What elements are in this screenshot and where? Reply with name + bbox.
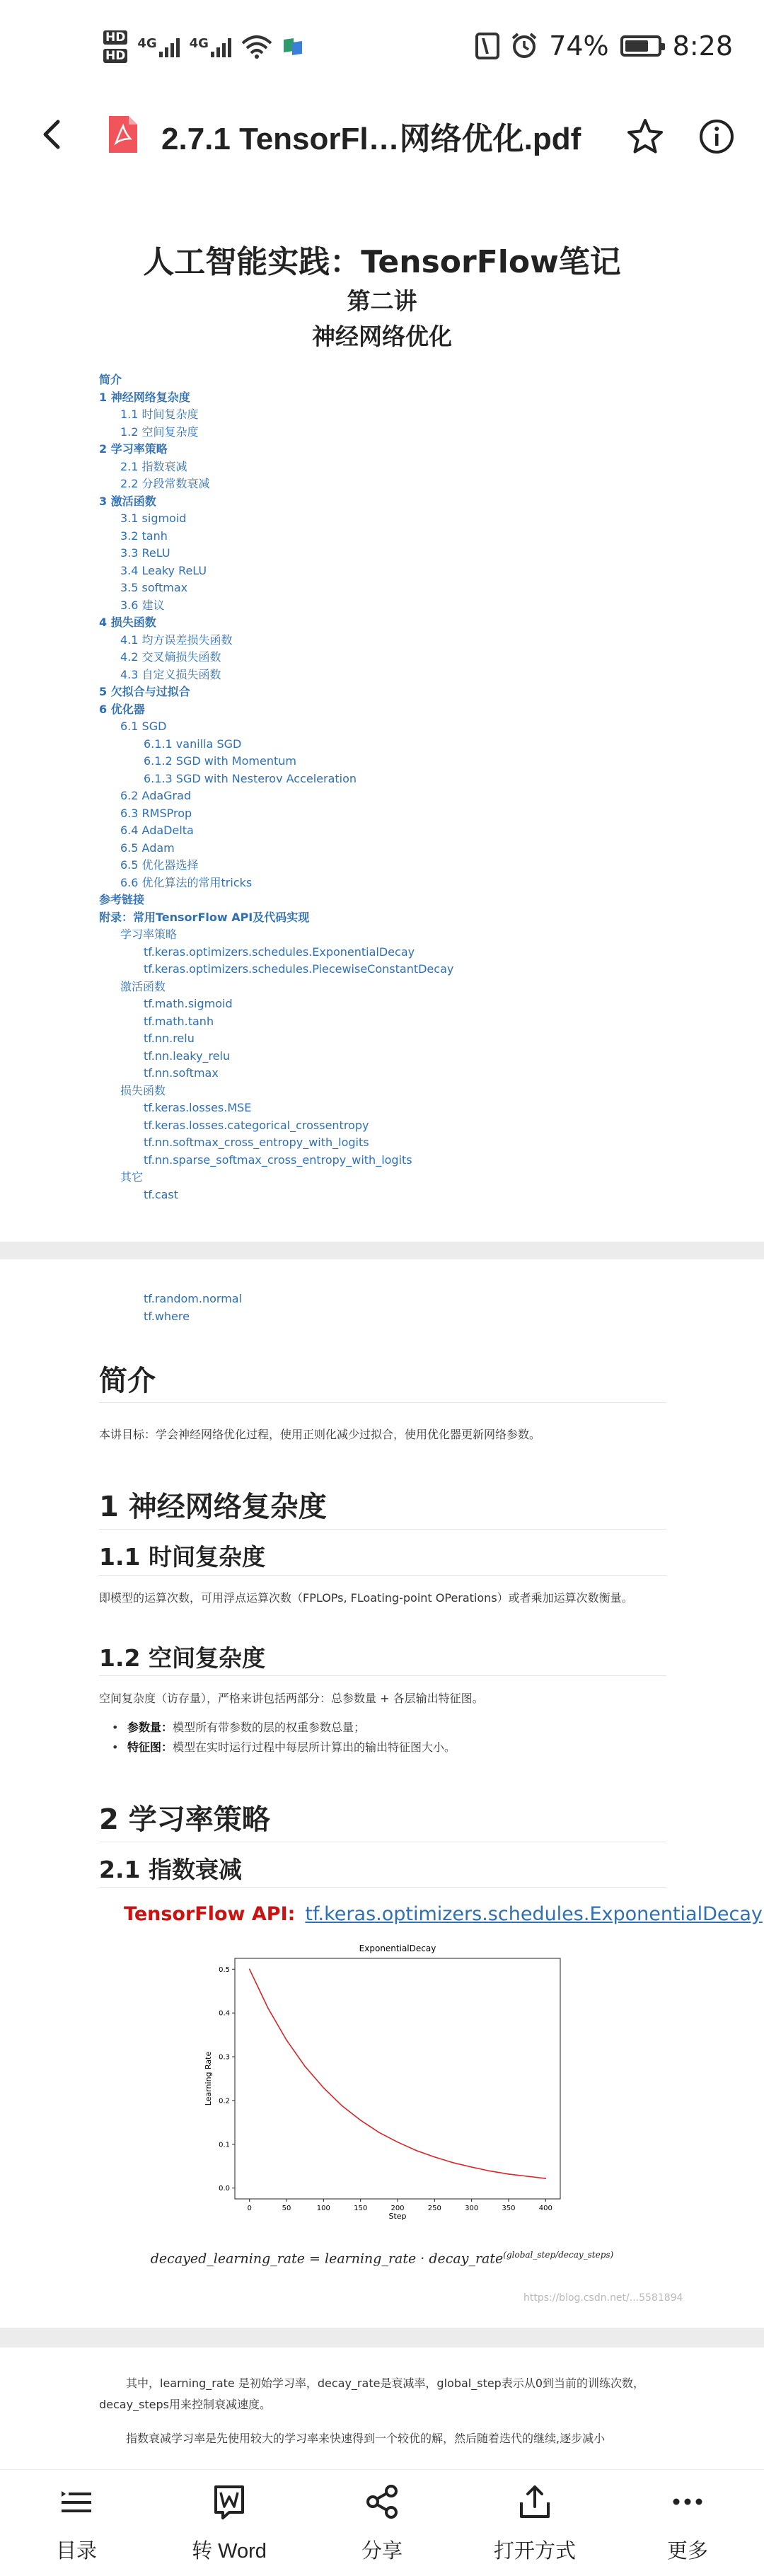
data-point [323,2087,325,2089]
section-1-1-text: 即模型的运算次数，可用浮点运算次数（FPLOPs, FLoating-point OPerations）或者乘加运算次数衡量。 [99,1591,633,1605]
data-point [397,2142,398,2143]
paragraph: 指数衰减学习率是先使用较大的学习率来快速得到一个较优的解，然后随着迭代的继续,逐步减小 [126,2432,606,2445]
x-tick-label: 250 [427,2205,441,2212]
section-1-2-text: 空间复杂度（访存量），严格来讲包括两部分：总参数量 + 各层输出特征图。 [99,1692,484,1705]
list-item [127,1718,456,1738]
toc-link[interactable]: 4 损失函数 [99,616,156,629]
x-tick-label: 200 [390,2205,405,2212]
x-tick-label: 100 [316,2205,330,2212]
toc-link[interactable]: 2.1 指数衰减 [120,459,187,473]
more-dots-icon [668,2483,707,2521]
chart-title: ExponentialDecay [359,1943,436,1953]
hd-indicators [103,30,127,63]
back-arrow-icon[interactable] [37,117,71,151]
signal-bars-icon [159,36,180,57]
convert-word-label: 转 Word [192,2540,267,2563]
app-notification-icon [282,37,303,57]
data-point [415,2150,417,2152]
y-axis-label: Learning Rate [204,2051,213,2106]
toc-link[interactable]: 6.5 Adam [120,841,175,855]
open-with-button[interactable] [458,2483,611,2564]
clock: 8:28 [672,30,733,62]
data-point [304,2066,306,2067]
toc-link[interactable]: 6.6 优化算法的常用tricks [120,875,253,889]
toc-link[interactable]: 3.1 sigmoid [120,512,187,525]
toc-link[interactable]: 1.2 空间复杂度 [120,424,199,439]
table-of-contents [99,371,679,1203]
lecture-title: 神经网络优化 [312,323,452,350]
toc-link[interactable]: 3 激活函数 [99,494,156,508]
wifi-icon [241,35,272,59]
section-2-1-heading: 2.1 指数衰减 [99,1856,242,1883]
toc-link[interactable]: 5 欠拟合与过拟合 [99,685,190,698]
list-icon [57,2483,96,2521]
toc-link[interactable]: 2.2 分段常数衰减 [120,477,210,490]
status-bar [0,0,764,92]
toc-link[interactable]: tf.math.tanh [144,1014,214,1028]
exponential-decay-chart [185,1939,581,2222]
toc-link[interactable]: 4.3 自定义损失函数 [120,667,221,681]
toc-link[interactable]: 附录：常用TensorFlow API及代码实现 [99,910,310,924]
toc-link[interactable]: 学习率策略 [120,928,178,941]
toc-link[interactable]: tf.keras.losses.MSE [144,1101,252,1114]
toc-link[interactable]: 3.4 Leaky ReLU [120,563,207,577]
toc-link[interactable]: 简介 [99,373,122,386]
more-label: 更多 [666,2540,708,2563]
convert-word-button[interactable] [153,2483,306,2564]
toc-button[interactable] [0,2483,153,2564]
toc-link[interactable]: 4.2 交叉熵损失函数 [120,650,221,664]
data-point [360,2120,361,2121]
x-tick-label: 0 [247,2205,252,2212]
word-icon [210,2483,248,2521]
y-tick-label: 0.5 [219,1965,230,1974]
data-point [508,2173,509,2175]
toc-link[interactable]: 损失函数 [120,1083,166,1097]
data-point [342,2106,343,2107]
toc-link[interactable]: 6.3 RMSProp [120,806,192,820]
toc-link[interactable]: 2 学习率策略 [99,442,168,456]
nfc-icon [475,33,499,59]
toc-link[interactable]: 其它 [120,1170,144,1184]
intro-heading: 简介 [99,1365,156,1397]
chart-ticks [219,1966,552,2212]
x-axis-label: Step [388,2212,407,2221]
toc-link[interactable]: tf.keras.optimizers.schedules.PiecewiseConstantDecay [144,962,454,976]
toc-link[interactable]: 6.5 优化器选择 [120,858,199,872]
heading-rule [99,1675,666,1676]
data-point [434,2156,436,2158]
toc-link[interactable]: 1 神经网络复杂度 [99,390,190,404]
signal-1 [137,36,179,57]
heading-rule [99,1887,666,1888]
toc-link[interactable]: 6.1.2 SGD with Momentum [144,754,296,768]
share-icon [363,2483,401,2521]
heading-rule [99,1529,666,1530]
toc-link[interactable]: 6 优化器 [99,702,145,716]
api-label: TensorFlow API: [124,1903,296,1925]
toc-link[interactable]: 6.1.3 SGD with Nesterov Acceleration [144,771,357,785]
complexity-bullets [127,1718,456,1757]
section-1-2-heading: 1.2 空间复杂度 [99,1644,265,1672]
watermark: https://blog.csdn.net/...5581894 [523,2292,683,2304]
toc-link[interactable]: tf.nn.softmax_cross_entropy_with_logits [144,1136,369,1149]
plot-frame [235,1958,560,2199]
title-bar [0,92,764,177]
share-label: 分享 [361,2540,403,2563]
signal-bars-icon [211,36,231,57]
series-line [250,1969,546,2178]
toc-link[interactable]: 4.1 均方误差损失函数 [120,633,233,647]
status-left [103,25,303,68]
bullet-text: 模型在实时运行过程中每层所计算出的输出特征图大小。 [173,1740,456,1754]
upload-open-icon [516,2483,554,2521]
share-button[interactable] [306,2483,458,2564]
x-tick-label: 50 [282,2205,291,2212]
toc-link[interactable]: 激活函数 [120,979,166,993]
toc-link[interactable]: tf.cast [144,1187,179,1201]
list-item [127,1738,456,1757]
api-link[interactable]: tf.keras.optimizers.schedules.ExponentialDecay [305,1903,763,1925]
toc-link[interactable]: tf.keras.losses.categorical_crossentropy [144,1118,369,1132]
data-point [453,2162,454,2164]
more-button[interactable] [611,2483,764,2564]
bullet-term: 参数量： [127,1721,173,1734]
toc-link[interactable]: 6.1.1 vanilla SGD [144,737,242,751]
lecture-number: 第二讲 [347,287,417,315]
api-reference [124,1903,763,1925]
network-type-2: 4G [189,36,209,51]
toc-link[interactable]: tf.where [144,1309,190,1323]
y-tick-label: 0.0 [219,2185,230,2193]
toc-link[interactable]: tf.keras.optimizers.schedules.ExponentialDecay [144,945,415,959]
formula-lhs: decayed_learning_rate [150,2251,306,2267]
toc-link[interactable]: 6.1 SGD [120,720,167,733]
pdf-page-1 [0,177,764,1242]
heading-rule [99,1575,666,1576]
status-right [475,28,733,64]
toc-link[interactable]: 6.2 AdaGrad [120,789,192,802]
table-of-contents-continued [99,1290,242,1325]
data-point [526,2176,528,2177]
network-type-1: 4G [137,36,157,51]
battery-percent: 74% [549,30,609,62]
data-point [286,2040,287,2041]
bullet-text: 模型所有带参数的层的权重参数总量； [173,1721,366,1734]
toc-link[interactable]: 6.4 AdaDelta [120,824,194,837]
section-1-1-heading: 1.1 时间复杂度 [99,1543,265,1571]
data-point [249,1969,250,1970]
hd-badge-2: HD [103,49,127,63]
toc-link[interactable]: tf.nn.softmax [144,1066,219,1080]
formula-exponent: (global_step/decay_steps) [503,2250,614,2260]
toc-link[interactable]: 3.2 tanh [120,529,168,543]
chart-points [249,1969,546,2179]
toc-link[interactable]: tf.nn.leaky_relu [144,1049,231,1063]
toc-link[interactable]: 3.5 softmax [120,581,188,594]
data-point [267,2008,269,2009]
pdf-page-2 [0,1259,764,2328]
y-tick-label: 0.4 [219,2009,230,2018]
info-icon[interactable] [698,117,736,156]
signal-2 [190,36,231,57]
toc-link[interactable]: 1.1 时间复杂度 [120,408,199,421]
toc-link[interactable]: tf.random.normal [144,1292,243,1305]
decay-formula: decayed_learning_rate = learning_rate · decay_rate$^{(global\_step/decay\_steps)}$ [150,2250,614,2267]
y-tick-label: 0.2 [219,2097,230,2106]
paragraph: 其中，learning_rate 是初始学习率，decay_rate是衰减率，global_step表示从0到当前的训练次数，decay_steps用来控制衰减速度。 [99,2376,645,2411]
x-tick-label: 400 [538,2205,552,2212]
section-1-heading: 1 神经网络复杂度 [99,1491,327,1523]
heading-rule [99,1402,666,1403]
battery-icon [620,35,661,57]
toc-button-label: 目录 [55,2540,97,2563]
pdf-page-3 [0,2347,764,2489]
data-point [471,2166,473,2168]
data-point [545,2178,547,2179]
formula-rhs: learning_rate · decay_rate [325,2251,504,2267]
bottom-toolbar [0,2469,764,2576]
data-point [378,2132,380,2133]
toc-link[interactable]: 3.3 ReLU [120,546,170,560]
x-tick-label: 150 [354,2205,368,2212]
toc-link[interactable]: 3.6 建议 [120,598,165,612]
x-tick-label: 350 [502,2205,516,2212]
document-main-title: 人工智能实践：TensorFlow笔记 [143,244,621,280]
bullet-term: 特征图： [127,1740,173,1754]
x-tick-label: 300 [465,2205,479,2212]
favorite-star-icon[interactable] [626,117,664,156]
alarm-icon [511,33,538,59]
y-tick-label: 0.1 [219,2141,230,2149]
document-title: 2.7.1 TensorFl…网络优化.pdf [161,122,581,156]
hd-badge-1: HD [103,30,127,45]
y-tick-label: 0.3 [219,2053,230,2062]
pdf-file-icon [106,115,140,154]
toc-link[interactable]: tf.nn.sparse_softmax_cross_entropy_with_logits [144,1153,412,1167]
toc-link[interactable]: tf.math.sigmoid [144,997,233,1010]
open-with-label: 打开方式 [493,2540,576,2563]
data-point [490,2171,491,2172]
intro-text: 本讲目标：学会神经网络优化过程，使用正则化减少过拟合，使用优化器更新网络参数。 [99,1428,541,1441]
section-2-heading: 2 学习率策略 [99,1803,270,1836]
toc-link[interactable]: 参考链接 [99,893,145,906]
toc-link[interactable]: tf.nn.relu [144,1032,195,1045]
